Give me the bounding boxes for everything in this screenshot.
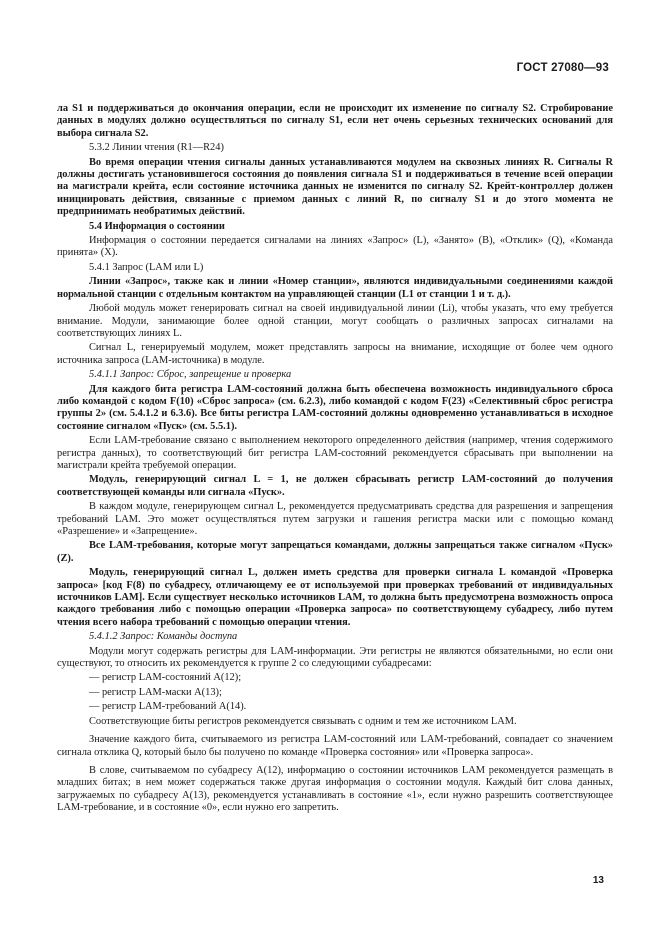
paragraph-request-lines: Линии «Запрос», также как и линии «Номер станции», являются индивидуальными соединениями каждой нормальной станции с отдельным контактом на управляющей станции (L1 от станции 1 и т. д.). — [57, 276, 613, 300]
paragraph-lam-reset: Для каждого бита регистра LAM-состояний должна быть обеспечена возможность индивидуального сброса либо командой с кодом F(10) «Сброс запроса» (см. 6.2.3), либо командой с кодом F(23) «Селективный сброс регистра группы 2» (см. 5.4.1.2 и 6.3.6). Все биты регистра LAM-состояний должны одновременно устанавливаться в исходное состояние сигналом «Пуск» (см. 5.5.1). — [57, 383, 613, 432]
paragraph-all-lam: Все LAM-требования, которые могут запрещаться командами, должны запрещаться также сигналом «Пуск» (Z). — [57, 540, 613, 564]
paragraph-read-lines: Во время операции чтения сигналы данных устанавливаются модулем на сквозных линиях R. Сигналы R должны достигать установившегося состояния до появления сигнала S1 и поддерживаться в течение всей операции на магистрали крейта, если состояние источника данных не изменится по сигналу S2. Крейт-контроллер должен инициировать действия, связанные с приемом данных с линий R, по сигналу S1 и до этого момента не предпринимать необратимых действий. — [57, 156, 613, 218]
section-5-4-1-1-heading: 5.4.1.1 Запрос: Сброс, запрещение и проверка — [89, 369, 292, 381]
paragraph-enable-disable: В каждом модуле, генерирующем сигнал L, рекомендуется предусматривать средства для разрешения и запрещения требований LAM. Это может осуществляться путем загрузки и гашения регистра маски или с помощью команд «Разрешение» и «Запрещение». — [57, 501, 613, 537]
paragraph-word-a12: В слове, считываемом по субадресу A(12), информацию о состоянии источников LAM рекомендуется размещать в младших битах; в нем может содержаться также другая информация о состоянии модуля. Каждый бит слова данных, загружаемых по субадресу A(13), рекомендуется устанавливать в состояние «1», если нужно разрешить соответствующее LAM-требование, и в состояние «0», если нужно его запретить. — [57, 764, 613, 814]
section-5-3-2-heading: 5.3.2 Линии чтения (R1—R24) — [89, 142, 224, 154]
paragraph-status-info: Информация о состоянии передается сигналами на линиях «Запрос» (L), «Занято» (B), «Отклик» (Q), «Команда принята» (X). — [57, 235, 613, 259]
paragraph-signal-l: Сигнал L, генерируемый модулем, может представлять запросы на внимание, исходящие от более чем одного источника запроса (LAM-источника) в модуле. — [57, 342, 613, 366]
paragraph-lam-action: Если LAM-требование связано с выполнением некоторого определенного действия (например, чтения содержимого регистра данных), то соответствующий бит регистра LAM-состояний рекомендуется сбрасывать при выполнении на магистрали крейта требуемой операции. — [57, 435, 613, 471]
document-body — [57, 103, 613, 817]
paragraph-bit-value: Значение каждого бита, считываемого из регистра LAM-состояний или LAM-требований, совпадает со значением сигнала отклика Q, который было бы получено по команде «Проверка состояния» или «Проверка запроса». — [57, 734, 613, 758]
section-5-4-1-2-heading: 5.4.1.2 Запрос: Команды доступа — [89, 631, 238, 643]
list-item-lam-mask: — регистр LAM-маски A(13); — [89, 686, 222, 698]
list-item-lam-request: — регистр LAM-требований A(14). — [89, 701, 247, 713]
paragraph-any-module: Любой модуль может генерировать сигнал на своей индивидуальной линии (Li), чтобы указать, что ему требуется внимание. Модули, занимающие более одной станции, могут сообщать о различных запросах сигналами на соответствующих линиях L. — [57, 303, 613, 339]
page-number: 13 — [592, 875, 604, 886]
paragraph-test-request: Модуль, генерирующий сигнал L, должен иметь средства для проверки сигнала L командой «Проверка запроса» [код F(8) по субадресу, отличающему ее от используемой при проверках требований от индивидуальных источников LAM]. Если существует несколько источников LAM, то должна быть предусмотрена возможность опроса каждого требования либо с помощью операции «Проверка запроса» по соответствующему субадресу, либо путем чтения всего набора требований с помощью операции чтения. — [57, 567, 613, 628]
page-header: ГОСТ 27080—93 — [516, 62, 609, 74]
paragraph-lam-registers: Модули могут содержать регистры для LAM-информации. Эти регистры не являются обязательными, но если они существуют, то относить их рекомендуется к группе 2 со следующими субадресами: — [57, 645, 613, 670]
paragraph-l-equals-1: Модуль, генерирующий сигнал L = 1, не должен сбрасывать регистр LAM-состояний до получения соответствующей команды или сигнала «Пуск». — [57, 474, 613, 498]
section-5-4-1-heading: 5.4.1 Запрос (LAM или L) — [89, 261, 204, 273]
list-item-lam-status: — регистр LAM-состояний A(12); — [89, 672, 242, 684]
paragraph-continuation: ла S1 и поддерживаться до окончания операции, если не происходит их изменение по сигналу S2. Стробирование данных в модулях должно осуществляться по сигналу S1, если нет очень серьезных технических оснований для выбора сигнала S2. — [57, 103, 613, 139]
paragraph-bits-link: Соответствующие биты регистров рекомендуется связывать с одним и тем же источником LAM. — [89, 715, 517, 727]
section-5-4-heading: 5.4 Информация о состоянии — [89, 220, 225, 232]
